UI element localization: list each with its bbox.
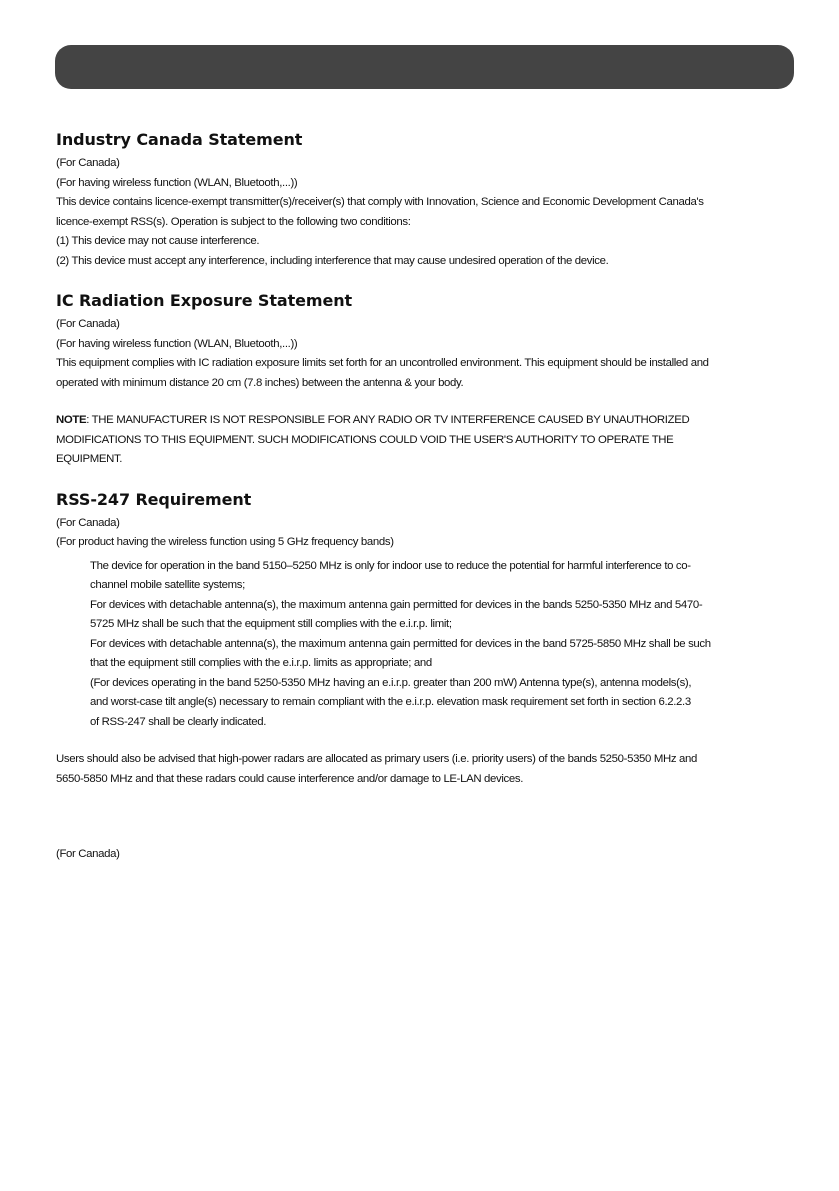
text-paragraph: Users should also be advised that high-power radars are allocated as primary users (i.e. priority users) of the bands 5250-5350 MHz and 5650-5850 MHz and that these radars could cause interference and/or damage to LE-LAN devices. bbox=[56, 753, 697, 785]
text-paragraph: This equipment complies with IC radiation exposure limits set forth for an uncontrolled environment. This equipment should be installed and operated with minimum distance 20 cm (7.8 inches) between the antenna & your body. bbox=[56, 357, 709, 389]
list-item: The device for operation in the band 5150–5250 MHz is only for indoor use to reduce the potential for harmful interference to co-channel mobile satellite systems; bbox=[90, 559, 691, 591]
section-ic-radiation bbox=[56, 291, 736, 393]
section-title: RSS-247 Requirement bbox=[56, 489, 252, 509]
note-text: : THE MANUFACTURER IS NOT RESPONSIBLE FOR ANY RADIO OR TV INTERFERENCE CAUSED BY UNAUTHORIZED MODIFICATIONS TO THIS EQUIPMENT. SUCH MODIFICATIONS COULD VOID THE USER'S AUTHORITY TO OPERATE THE EQUIPMENT. bbox=[56, 414, 690, 465]
list-item: For devices with detachable antenna(s), the maximum antenna gain permitted for devices in the band 5725-5850 MHz shall be such that the equipment still complies with the e.i.r.p. limits as appropriate; and bbox=[90, 637, 711, 669]
list-item: For devices with detachable antenna(s), the maximum antenna gain permitted for devices in the bands 5250-5350 MHz and 5470-5725 MHz shall be such that the equipment still complies with the e.i.r.p. limit; bbox=[90, 598, 703, 630]
section-title: IC Radiation Exposure Statement bbox=[56, 291, 353, 310]
text-line: (For Canada) bbox=[56, 516, 120, 529]
text-line: (1) This device may not cause interference. bbox=[56, 235, 260, 247]
text-line: (2) This device must accept any interference, including interference that may cause undesired operation of the device. bbox=[56, 254, 609, 267]
text-line: (For Canada) bbox=[56, 318, 120, 330]
header-bar bbox=[55, 45, 794, 89]
text-line: (For having wireless function (WLAN, Bluetooth,...)) bbox=[56, 337, 298, 350]
section-industry-canada bbox=[56, 130, 736, 271]
text-line: (For Canada) bbox=[56, 848, 120, 860]
list-item: (For devices operating in the band 5250-5350 MHz having an e.i.r.p. greater than 200 mW) Antenna type(s), antenna models(s), and worst-case tilt angle(s) necessary to remain compliant with the e.i.r.p. elevation mask requirement set forth in section 6.2.2.3 of RSS-247 shall be clearly indicated. bbox=[90, 676, 692, 728]
text-line: (For Canada) bbox=[56, 157, 120, 169]
text-line: (For having wireless function (WLAN, Bluetooth,...)) bbox=[56, 176, 298, 189]
note-label: NOTE bbox=[56, 414, 87, 426]
document-body bbox=[56, 130, 736, 865]
text-paragraph: This device contains licence-exempt transmitter(s)/receiver(s) that comply with Innovation, Science and Economic Development Canada's licence-exempt RSS(s). Operation is subject to the following two conditions: bbox=[56, 196, 704, 228]
section-title: Industry Canada Statement bbox=[56, 130, 303, 149]
section-rss247 bbox=[56, 490, 736, 790]
note-paragraph bbox=[56, 411, 736, 470]
text-line: (For product having the wireless function using 5 GHz frequency bands) bbox=[56, 536, 394, 548]
